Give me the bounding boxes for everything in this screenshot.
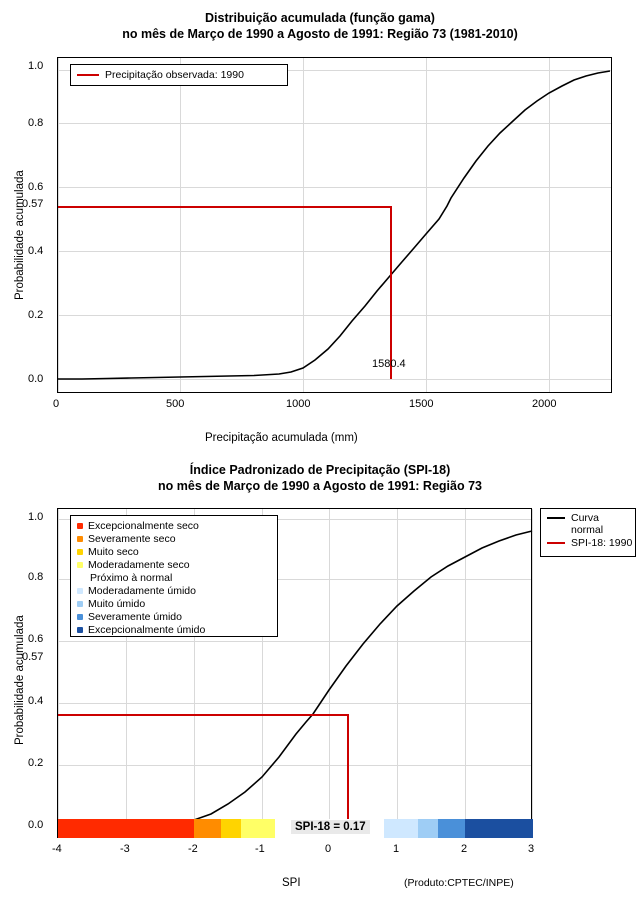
legend-item-label: Excepcionalmente seco bbox=[88, 519, 199, 532]
legend-item-label: Severamente seco bbox=[88, 532, 176, 545]
bottom-yaxis-label: Probabilidade acumulada bbox=[14, 615, 26, 745]
top-prob-label: 0.57 bbox=[22, 198, 44, 210]
top-legend-label: Precipitação observada: 1990 bbox=[105, 69, 244, 81]
colorbar-segment-muito-umido bbox=[418, 819, 438, 838]
top-legend bbox=[70, 64, 288, 86]
legend-swatch-icon bbox=[77, 523, 83, 529]
top-prob-hline bbox=[58, 206, 391, 208]
legend-item-curva-normal-line2 bbox=[541, 524, 635, 536]
legend-item-label: Severamente úmido bbox=[88, 610, 182, 623]
spi-category-legend bbox=[70, 515, 278, 637]
bottom-ytick-3: 0.6 bbox=[28, 633, 44, 645]
legend-item bbox=[71, 545, 277, 558]
legend-item-label: Moderadamente seco bbox=[88, 558, 190, 571]
top-xtick-4: 2000 bbox=[532, 398, 557, 410]
bottom-prob-hline bbox=[58, 714, 348, 716]
bottom-ytick-4: 0.8 bbox=[28, 571, 44, 583]
top-xtick-2: 1000 bbox=[286, 398, 311, 410]
bottom-prob-label: 0.57 bbox=[22, 651, 44, 663]
legend-swatch-icon bbox=[77, 588, 83, 594]
colorbar-segment-muito-seco bbox=[221, 819, 241, 838]
bottom-xtick-2: -2 bbox=[188, 843, 198, 855]
bottom-spi-vline bbox=[347, 714, 349, 827]
bottom-xtick-5: 1 bbox=[393, 843, 400, 855]
colorbar-segment-moderadamente-seco bbox=[241, 819, 275, 838]
colorbar-segment-moderadamente-umido bbox=[384, 819, 418, 838]
top-ytick-3: 0.6 bbox=[28, 181, 44, 193]
colorbar-segment-severamente-seco bbox=[194, 819, 221, 838]
legend-item-label: Curva bbox=[571, 512, 600, 524]
bottom-xtick-6: 2 bbox=[461, 843, 468, 855]
legend-item-spi-1990 bbox=[541, 536, 635, 550]
top-ytick-1: 0.2 bbox=[28, 309, 44, 321]
bottom-xtick-7: 3 bbox=[528, 843, 535, 855]
spi-value-badge: SPI-18 = 0.17 bbox=[291, 820, 370, 834]
legend-line-icon bbox=[547, 517, 565, 519]
top-chart-title-line2: no mês de Março de 1990 a Agosto de 1991: Região 73 (1981-2010) bbox=[122, 27, 518, 41]
bottom-right-legend bbox=[540, 508, 636, 557]
bottom-ytick-0: 0.0 bbox=[28, 819, 44, 831]
legend-item-label: Próximo à normal bbox=[90, 571, 173, 584]
bottom-chart-title-line1: Índice Padronizado de Precipitação (SPI-18) bbox=[189, 463, 451, 477]
legend-line-icon bbox=[547, 542, 565, 544]
legend-line-icon bbox=[77, 74, 99, 76]
legend-item-curva-normal bbox=[541, 512, 635, 524]
top-ytick-5: 1.0 bbox=[28, 60, 44, 72]
top-xtick-1: 500 bbox=[166, 398, 185, 410]
legend-swatch-icon bbox=[77, 536, 83, 542]
legend-item-label: Excepcionalmente úmido bbox=[88, 623, 206, 636]
legend-item-label: Moderadamente úmido bbox=[88, 584, 196, 597]
legend-item bbox=[71, 571, 277, 584]
credit-label: (Produto:CPTEC/INPE) bbox=[404, 877, 514, 889]
bottom-xtick-1: -3 bbox=[120, 843, 130, 855]
gamma-cdf-curve bbox=[58, 58, 613, 394]
legend-item bbox=[71, 610, 277, 623]
legend-item-label: Muito seco bbox=[88, 545, 139, 558]
bottom-plot-area bbox=[57, 508, 532, 838]
legend-item-label: SPI-18: 1990 bbox=[571, 537, 633, 549]
top-ytick-4: 0.8 bbox=[28, 117, 44, 129]
legend-swatch-icon bbox=[77, 601, 83, 607]
legend-item-label: Muito úmido bbox=[88, 597, 146, 610]
legend-item bbox=[71, 584, 277, 597]
colorbar-segment-excepcionalmente-umido bbox=[465, 819, 533, 838]
legend-item bbox=[71, 558, 277, 571]
legend-item bbox=[71, 623, 277, 636]
top-ytick-2: 0.4 bbox=[28, 245, 44, 257]
legend-swatch-icon bbox=[77, 549, 83, 555]
bottom-ytick-2: 0.4 bbox=[28, 695, 44, 707]
bottom-chart-title-line2: no mês de Março de 1990 a Agosto de 1991: Região 73 bbox=[158, 479, 482, 493]
legend-swatch-icon bbox=[77, 562, 83, 568]
top-xtick-3: 1500 bbox=[409, 398, 434, 410]
top-ytick-0: 0.0 bbox=[28, 373, 44, 385]
legend-item-label: normal bbox=[571, 524, 604, 536]
legend-swatch-icon bbox=[77, 614, 83, 620]
bottom-xaxis-label: SPI bbox=[282, 877, 301, 889]
top-xtick-0: 0 bbox=[53, 398, 60, 410]
top-value-annotation: 1580.4 bbox=[372, 358, 406, 370]
legend-item bbox=[71, 597, 277, 610]
bottom-xtick-4: 0 bbox=[325, 843, 332, 855]
bottom-xtick-0: -4 bbox=[52, 843, 62, 855]
bottom-xtick-3: -1 bbox=[255, 843, 265, 855]
legend-item bbox=[71, 519, 277, 532]
colorbar-segment-excepcionalmente-seco bbox=[58, 819, 194, 838]
top-value-vline bbox=[390, 206, 392, 379]
bottom-ytick-5: 1.0 bbox=[28, 511, 44, 523]
bottom-ytick-1: 0.2 bbox=[28, 757, 44, 769]
top-yaxis-label: Probabilidade acumulada bbox=[14, 170, 26, 300]
colorbar-segment-severamente-umido bbox=[438, 819, 465, 838]
legend-swatch-icon bbox=[77, 574, 85, 582]
legend-swatch-icon bbox=[77, 627, 83, 633]
legend-item bbox=[71, 532, 277, 545]
top-chart-title-line1: Distribuição acumulada (função gama) bbox=[205, 11, 435, 25]
top-plot-area bbox=[57, 57, 612, 393]
top-xaxis-label: Precipitação acumulada (mm) bbox=[205, 432, 358, 444]
